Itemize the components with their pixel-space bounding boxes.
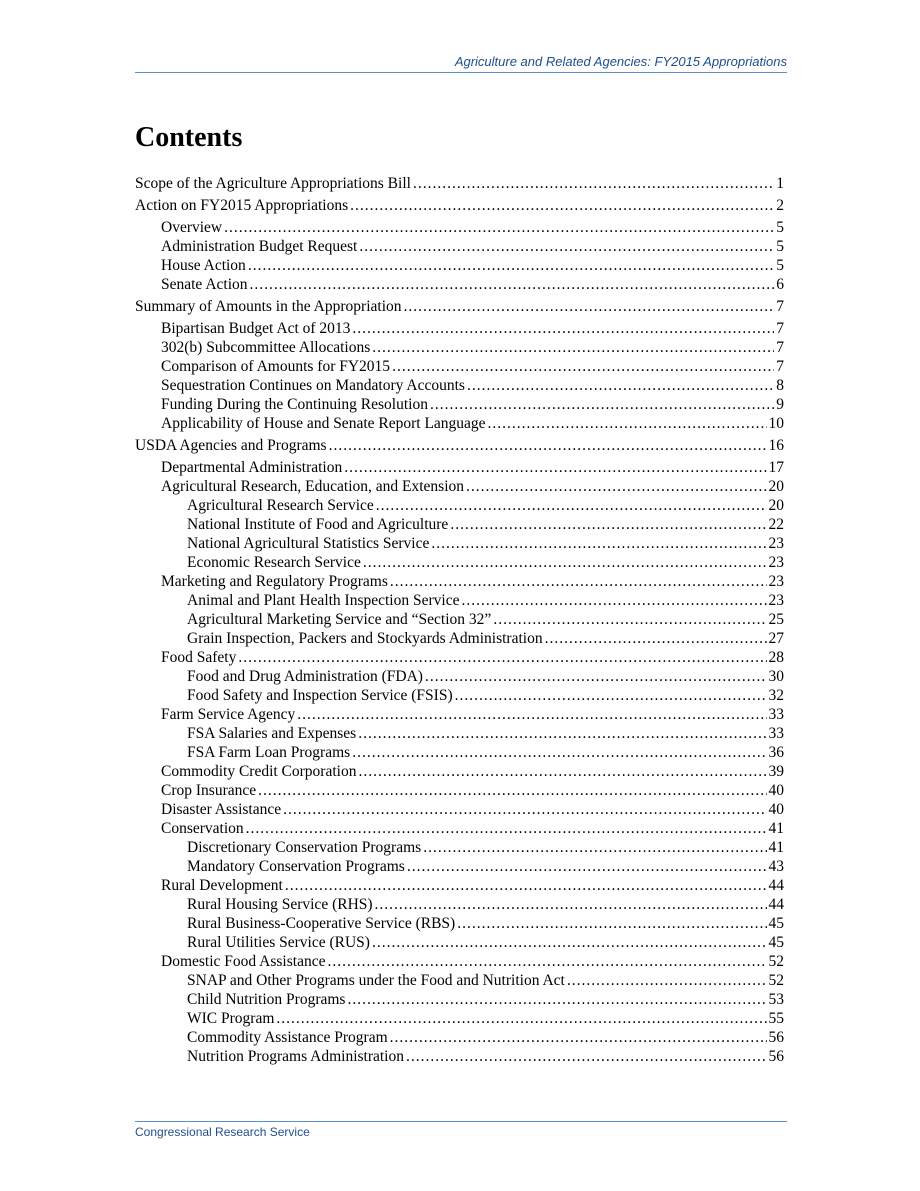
- toc-entry[interactable]: [135, 376, 784, 395]
- toc-entry[interactable]: [135, 275, 784, 294]
- dot-leader: [430, 395, 774, 414]
- dot-leader: [350, 196, 774, 215]
- toc-entry-label: Comparison of Amounts for FY2015: [161, 358, 391, 375]
- toc-entry-page-number: 52: [768, 972, 784, 989]
- toc-entry-page-number: 23: [768, 535, 784, 552]
- toc-entry[interactable]: [135, 914, 784, 933]
- dot-leader: [258, 781, 766, 800]
- toc-entry[interactable]: [135, 218, 784, 237]
- toc-entry-page-number: 41: [768, 839, 784, 856]
- toc-entry-page-number: 33: [768, 706, 784, 723]
- toc-entry[interactable]: [135, 629, 784, 648]
- toc-entry-page-number: 53: [768, 991, 784, 1008]
- toc-entry[interactable]: [135, 338, 784, 357]
- toc-entry-page-number: 45: [768, 915, 784, 932]
- toc-entry[interactable]: [135, 990, 784, 1009]
- dot-leader: [407, 857, 767, 876]
- toc-entry-page-number: 20: [768, 497, 784, 514]
- toc-entry-label: Funding During the Continuing Resolution: [161, 396, 428, 413]
- toc-entry[interactable]: [135, 237, 784, 256]
- dot-leader: [283, 800, 766, 819]
- dot-leader: [327, 952, 766, 971]
- running-header: Agriculture and Related Agencies: FY2015 Appropriations: [135, 54, 787, 73]
- dot-leader: [344, 458, 766, 477]
- toc-entry-label: Action on FY2015 Appropriations: [135, 197, 349, 214]
- toc-entry-page-number: 2: [776, 197, 784, 214]
- toc-entry[interactable]: [135, 256, 784, 275]
- toc-entry-label: Rural Development: [161, 877, 283, 894]
- toc-entry-label: FSA Farm Loan Programs: [187, 744, 351, 761]
- dot-leader: [358, 762, 766, 781]
- toc-entry-page-number: 5: [776, 257, 784, 274]
- toc-entry-page-number: 32: [768, 687, 784, 704]
- toc-entry-page-number: 39: [768, 763, 784, 780]
- toc-entry-label: Marketing and Regulatory Programs: [161, 573, 388, 590]
- dot-leader: [404, 297, 775, 316]
- toc-entry-page-number: 9: [776, 396, 784, 413]
- dot-leader: [466, 477, 766, 496]
- toc-entry[interactable]: [135, 496, 784, 515]
- toc-entry[interactable]: [135, 952, 784, 971]
- toc-entry-page-number: 7: [776, 339, 784, 356]
- toc-entry-label: Nutrition Programs Administration: [187, 1048, 404, 1065]
- toc-entry-label: Mandatory Conservation Programs: [187, 858, 405, 875]
- dot-leader: [372, 933, 767, 952]
- toc-entry-label: National Agricultural Statistics Service: [187, 535, 430, 552]
- dot-leader: [390, 1028, 767, 1047]
- toc-entry-page-number: 28: [768, 649, 784, 666]
- toc-entry-label: Food Safety and Inspection Service (FSIS): [187, 687, 453, 704]
- toc-entry-page-number: 23: [768, 554, 784, 571]
- toc-entry-label: Senate Action: [161, 276, 248, 293]
- toc-entry[interactable]: [135, 971, 784, 990]
- dot-leader: [276, 1009, 766, 1028]
- table-of-contents: [135, 174, 784, 1066]
- toc-entry-label: Conservation: [161, 820, 244, 837]
- dot-leader: [372, 338, 774, 357]
- toc-entry-label: Farm Service Agency: [161, 706, 296, 723]
- toc-entry-label: Crop Insurance: [161, 782, 257, 799]
- toc-entry-label: Applicability of House and Senate Report Language: [161, 415, 486, 432]
- toc-entry-page-number: 45: [768, 934, 784, 951]
- toc-entry[interactable]: [135, 1047, 784, 1066]
- page-footer: Congressional Research Service: [135, 1121, 787, 1139]
- toc-entry-page-number: 41: [768, 820, 784, 837]
- toc-entry-label: Summary of Amounts in the Appropriation: [135, 298, 402, 315]
- dot-leader: [363, 553, 767, 572]
- toc-entry[interactable]: [135, 819, 784, 838]
- toc-entry-page-number: 27: [768, 630, 784, 647]
- dot-leader: [329, 436, 767, 455]
- toc-entry-label: Overview: [161, 219, 223, 236]
- toc-entry[interactable]: [135, 724, 784, 743]
- toc-entry-page-number: 56: [768, 1048, 784, 1065]
- toc-entry-label: Sequestration Continues on Mandatory Accounts: [161, 377, 465, 394]
- dot-leader: [352, 743, 766, 762]
- toc-entry-page-number: 40: [768, 801, 784, 818]
- toc-entry-label: Child Nutrition Programs: [187, 991, 346, 1008]
- toc-entry-label: USDA Agencies and Programs: [135, 437, 327, 454]
- toc-entry-label: Rural Housing Service (RHS): [187, 896, 373, 913]
- toc-entry-label: National Institute of Food and Agriculture: [187, 516, 449, 533]
- toc-entry-label: Domestic Food Assistance: [161, 953, 326, 970]
- dot-leader: [347, 990, 766, 1009]
- dot-leader: [358, 724, 766, 743]
- toc-entry-page-number: 8: [776, 377, 784, 394]
- toc-entry-page-number: 44: [768, 877, 784, 894]
- dot-leader: [375, 895, 767, 914]
- toc-entry[interactable]: [135, 705, 784, 724]
- toc-entry[interactable]: [135, 534, 784, 553]
- toc-entry-page-number: 10: [768, 415, 784, 432]
- toc-entry[interactable]: [135, 477, 784, 496]
- dot-leader: [376, 496, 767, 515]
- toc-entry-label: Agricultural Research Service: [187, 497, 374, 514]
- toc-entry-label: SNAP and Other Programs under the Food and Nutrition Act: [187, 972, 565, 989]
- toc-entry-page-number: 22: [768, 516, 784, 533]
- toc-entry[interactable]: [135, 686, 784, 705]
- toc-entry[interactable]: [135, 458, 784, 477]
- toc-entry[interactable]: [135, 297, 784, 316]
- toc-entry-label: Animal and Plant Health Inspection Service: [187, 592, 460, 609]
- toc-entry[interactable]: [135, 436, 784, 455]
- toc-entry[interactable]: [135, 196, 784, 215]
- dot-leader: [567, 971, 767, 990]
- toc-entry-label: WIC Program: [187, 1010, 275, 1027]
- toc-entry-page-number: 30: [768, 668, 784, 685]
- toc-entry-page-number: 43: [768, 858, 784, 875]
- toc-entry[interactable]: [135, 553, 784, 572]
- toc-entry-page-number: 44: [768, 896, 784, 913]
- dot-leader: [545, 629, 767, 648]
- toc-entry-page-number: 20: [768, 478, 784, 495]
- toc-entry[interactable]: [135, 857, 784, 876]
- dot-leader: [413, 174, 774, 193]
- dot-leader: [455, 686, 767, 705]
- dot-leader: [285, 876, 767, 895]
- toc-entry-page-number: 6: [776, 276, 784, 293]
- toc-entry-page-number: 7: [776, 358, 784, 375]
- dot-leader: [467, 376, 774, 395]
- toc-entry[interactable]: [135, 933, 784, 952]
- toc-entry[interactable]: [135, 1009, 784, 1028]
- dot-leader: [488, 414, 767, 433]
- toc-entry[interactable]: [135, 667, 784, 686]
- toc-entry-label: Food Safety: [161, 649, 237, 666]
- toc-entry-label: FSA Salaries and Expenses: [187, 725, 357, 742]
- toc-entry-page-number: 7: [776, 298, 784, 315]
- toc-entry-page-number: 55: [768, 1010, 784, 1027]
- toc-entry[interactable]: [135, 781, 784, 800]
- dot-leader: [224, 218, 774, 237]
- dot-leader: [431, 534, 766, 553]
- dot-leader: [297, 705, 766, 724]
- toc-entry-label: Food and Drug Administration (FDA): [187, 668, 423, 685]
- toc-entry-page-number: 17: [768, 459, 784, 476]
- toc-entry[interactable]: [135, 610, 784, 629]
- toc-entry[interactable]: [135, 395, 784, 414]
- toc-entry[interactable]: [135, 762, 784, 781]
- toc-entry-label: Agricultural Marketing Service and “Section 32”: [187, 611, 492, 628]
- toc-entry-label: House Action: [161, 257, 246, 274]
- toc-entry[interactable]: [135, 174, 784, 193]
- toc-entry-page-number: 36: [768, 744, 784, 761]
- toc-entry[interactable]: [135, 515, 784, 534]
- dot-leader: [238, 648, 766, 667]
- toc-entry[interactable]: [135, 319, 784, 338]
- toc-entry-label: Scope of the Agriculture Appropriations Bill: [135, 175, 411, 192]
- toc-entry-page-number: 52: [768, 953, 784, 970]
- dot-leader: [461, 591, 766, 610]
- toc-entry-page-number: 23: [768, 592, 784, 609]
- toc-entry[interactable]: [135, 838, 784, 857]
- dot-leader: [457, 914, 766, 933]
- toc-entry-page-number: 7: [776, 320, 784, 337]
- toc-entry-label: 302(b) Subcommittee Allocations: [161, 339, 371, 356]
- toc-entry-label: Rural Utilities Service (RUS): [187, 934, 370, 951]
- toc-entry-page-number: 1: [776, 175, 784, 192]
- dot-leader: [359, 237, 774, 256]
- toc-entry[interactable]: [135, 895, 784, 914]
- toc-entry[interactable]: [135, 414, 784, 433]
- toc-entry-label: Administration Budget Request: [161, 238, 358, 255]
- toc-entry[interactable]: [135, 876, 784, 895]
- toc-entry[interactable]: [135, 357, 784, 376]
- toc-entry-page-number: 56: [768, 1029, 784, 1046]
- dot-leader: [423, 838, 766, 857]
- dot-leader: [352, 319, 774, 338]
- toc-entry[interactable]: [135, 591, 784, 610]
- toc-entry[interactable]: [135, 800, 784, 819]
- toc-entry[interactable]: [135, 572, 784, 591]
- toc-entry-label: Commodity Assistance Program: [187, 1029, 388, 1046]
- toc-entry-page-number: 25: [768, 611, 784, 628]
- dot-leader: [250, 275, 775, 294]
- toc-entry-label: Bipartisan Budget Act of 2013: [161, 320, 351, 337]
- toc-entry-page-number: 16: [768, 437, 784, 454]
- toc-entry-label: Grain Inspection, Packers and Stockyards Administration: [187, 630, 543, 647]
- toc-entry-page-number: 5: [776, 238, 784, 255]
- dot-leader: [406, 1047, 767, 1066]
- dot-leader: [392, 357, 774, 376]
- toc-entry-label: Agricultural Research, Education, and Extension: [161, 478, 465, 495]
- dot-leader: [493, 610, 766, 629]
- dot-leader: [390, 572, 767, 591]
- toc-entry[interactable]: [135, 1028, 784, 1047]
- dot-leader: [425, 667, 767, 686]
- toc-entry-label: Discretionary Conservation Programs: [187, 839, 422, 856]
- dot-leader: [450, 515, 766, 534]
- toc-entry-label: Departmental Administration: [161, 459, 343, 476]
- toc-entry-page-number: 33: [768, 725, 784, 742]
- toc-entry-label: Commodity Credit Corporation: [161, 763, 357, 780]
- toc-entry-label: Rural Business-Cooperative Service (RBS): [187, 915, 456, 932]
- toc-entry-page-number: 5: [776, 219, 784, 236]
- dot-leader: [246, 819, 767, 838]
- dot-leader: [248, 256, 774, 275]
- toc-entry[interactable]: [135, 648, 784, 667]
- toc-entry-page-number: 23: [768, 573, 784, 590]
- page-title: Contents: [135, 122, 243, 153]
- toc-entry-label: Disaster Assistance: [161, 801, 282, 818]
- toc-entry-page-number: 40: [768, 782, 784, 799]
- toc-entry-label: Economic Research Service: [187, 554, 361, 571]
- toc-entry[interactable]: [135, 743, 784, 762]
